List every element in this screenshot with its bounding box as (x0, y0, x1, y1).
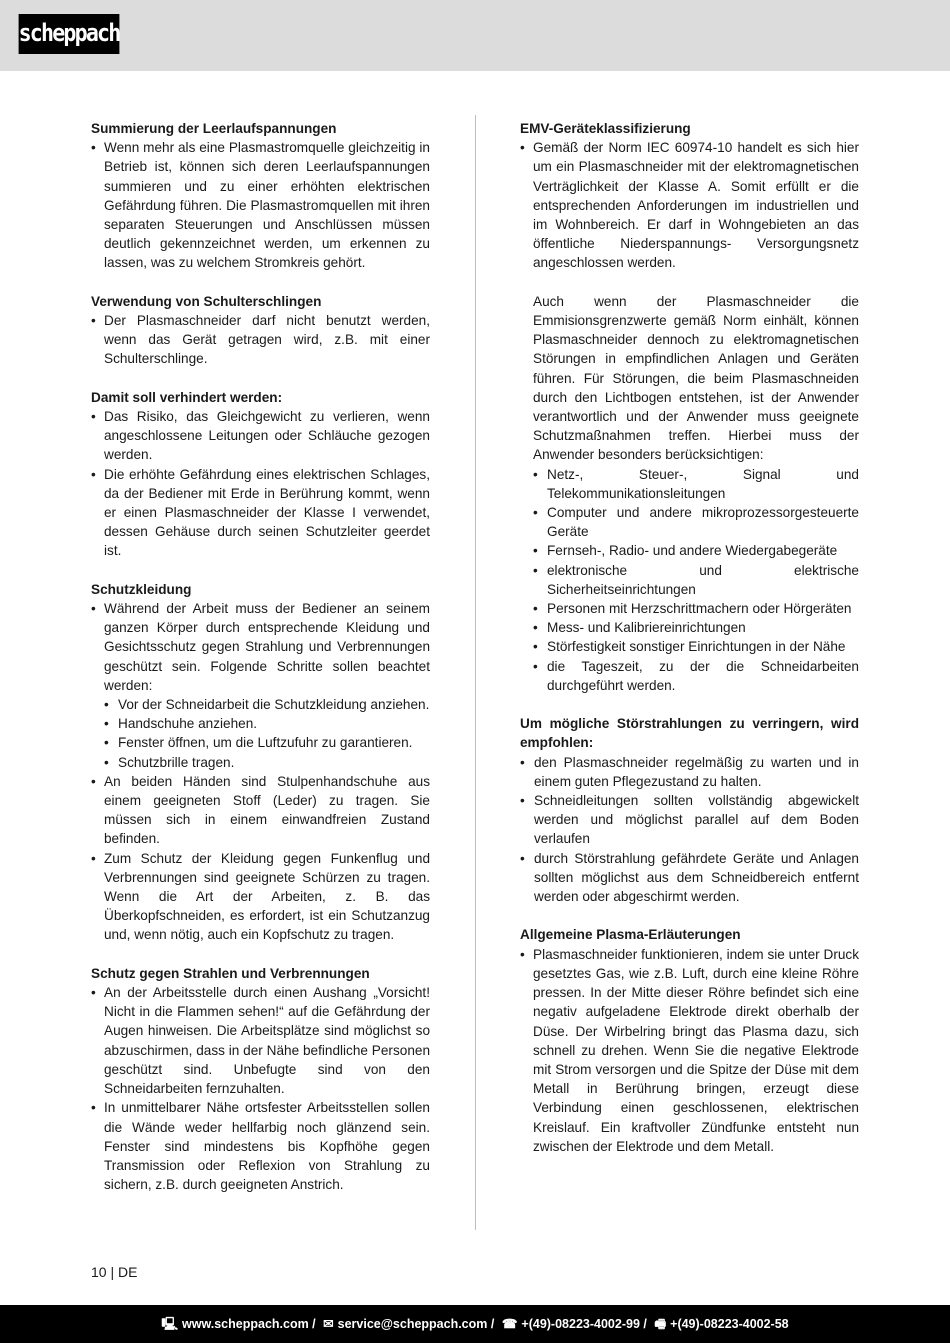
bullet-list (91, 983, 430, 1194)
sub-list-item: • Schneidleitungen sollten vollständig abgewickelt werden und möglichst parallel auf dem Boden verlaufen (520, 791, 859, 849)
list-item (91, 465, 430, 561)
bullet-list (520, 138, 859, 695)
list-item-text: An beiden Händen sind Stulpenhandschuhe aus einem geeigneten Stoff (Leder) zu tragen. Sie müssen sich in einem einwandfreien Zustand befinden. (104, 773, 430, 847)
right-column (520, 119, 859, 1175)
list-item-text: Die erhöhte Gefährdung eines elektrischen Schlages, da der Bediener mit Erde in Berührung kommt, wenn er einen Plasmaschneider der Klasse I verwendet, dessen Gehäuse durch seinen Schutzleiter geerdet ist. (104, 466, 430, 559)
footer-email: service@scheppach.com / (337, 1317, 495, 1331)
left-column (91, 119, 430, 1214)
fax-icon: 🖷 (654, 1317, 667, 1331)
list-item-text: An der Arbeitsstelle durch einen Aushang „Vorsicht! Nicht in die Flammen sehen!“ auf die Gefährdung der Augen hinweisen. Die Arbeitsplätze sind möglichst so abzuschirmen, dass in der Nähe befindliche Personen geschützt sind. Unbefugte sind von den Schneidarbeiten fernzuhalten. (104, 985, 430, 1097)
list-item-text: Gemäß der Norm IEC 60974-10 handelt es sich hier um ein Plasmaschneider mit der elektromagnetischen Verträglichkeit der Klasse A. Somit erfüllt er die entsprechenden Anforderungen im industriellen und im Wohnbereich. Er darf in Wohngebieten an das öffentliche Niederspannungs- Versorgungsnetz angeschlossen werden. (533, 140, 859, 271)
list-item (520, 138, 859, 695)
list-item-text: Das Risiko, das Gleichgewicht zu verlieren, wenn angeschlossene Leitungen oder Schläuche gezogen werden. (104, 409, 430, 463)
list-item-text: Wenn mehr als eine Plasmastromquelle gleichzeitig in Betrieb ist, können sich deren Leerlaufspannungen summieren und zu einer erhöhten elektrischen Gefährdung führen. Die Plasmastromquellen mit ihren separaten Steuerungen und Anschlüssen müssen deutlich gekennzeichnet werden, um erkennen zu lassen, was zu welchem Stromkreis gehört. (104, 140, 430, 271)
list-item (91, 138, 430, 272)
footer-phone: +(49)-08223-4002-99 / (521, 1317, 647, 1331)
sub-list-item: • Vor der Schneidarbeit die Schutzkleidung anziehen. (104, 695, 430, 714)
section-heading: Allgemeine Plasma-Erläuterungen (520, 927, 741, 943)
section-heading: EMV-Geräteklassifizierung (520, 121, 691, 136)
section (91, 119, 430, 273)
sub-list-item: • Handschuhe anziehen. (104, 714, 430, 733)
list-item (520, 945, 859, 1156)
sub-list-item: • Mess- und Kalibriereinrichtungen (533, 618, 859, 637)
section (91, 964, 430, 1194)
bullet-list (91, 599, 430, 945)
list-item (91, 1098, 430, 1194)
sub-list-item: • Fenster öffnen, um die Luftzufuhr zu garantieren. (104, 733, 430, 752)
list-item (91, 599, 430, 772)
list-item-text: Während der Arbeit muss der Bediener an seinem ganzen Körper durch entsprechende Kleidung und Gesichtsschutz gegen Strahlung und Verbrennungen geschützt sein. Folgende Schritte sollen beachtet werden: (104, 601, 430, 693)
footer-fax: +(49)-08223-4002-58 (670, 1317, 789, 1331)
bullet-list (91, 407, 430, 561)
scheppach-logo: scheppach (19, 14, 120, 54)
list-item (91, 983, 430, 1098)
list-item-text: In unmittelbarer Nähe ortsfester Arbeitsstellen sollen die Wände weder hellfarbig noch glänzend sein. Fenster sind mindestens bis Kopfhöhe gegen Transmission oder Reflexion von Strahlung zu sichern, z.B. durch geeigneten Anstrich. (104, 1100, 430, 1193)
bullet-list (91, 138, 430, 272)
sub-list-item: • Fernseh-, Radio- und andere Wiedergabegeräte (533, 541, 859, 560)
list-item-text: Der Plasmaschneider darf nicht benutzt werden, wenn das Gerät getragen wird, z.B. mit einer Schulterschlinge. (104, 313, 430, 367)
section-heading: Schutz gegen Strahlen und Verbrennungen (91, 965, 370, 981)
section (520, 119, 859, 695)
section (91, 292, 430, 369)
list-item-text: Zum Schutz der Kleidung gegen Funkenflug und Verbrennungen sind geeignete Schürzen zu tragen. Wenn die Art der Arbeiten, z. B. das Überkopfschneiden, es erfordert, ist ein Schutzanzug und, wenn nötig, auch ein Kopfschutz zu tragen. (104, 850, 430, 943)
sub-list-item: • den Plasmaschneider regelmäßig zu warten und in einem guten Pflegezustand zu halten. (520, 753, 859, 791)
section-heading: Um mögliche Störstrahlungen zu verringern, wird empfohlen: (520, 716, 859, 751)
sub-list-item: • elektronische und elektrische Sicherheitseinrichtungen (533, 561, 859, 599)
list-item-text: Plasmaschneider funktionieren, indem sie unter Druck gesetztes Gas, wie z.B. Luft, durch eine kleine Röhre pressen. In der Mitte dieser Röhre befindet sich eine negativ aufgeladene Elektrode direkt oberhalb der Düse. Der Wirbelring bringt das Plasma dazu, sich schnell zu drehen. Wenn Sie die negative Elektrode mit Strom versorgen und die Spitze der Düse mit dem Metall in Berührung bringen, erzeugt diese Verbindung einen geschlossenen, elektrischen Kreislauf. Ein kraftvoller Zündfunke entsteht nun zwischen der Elektrode und dem Metall. (533, 946, 859, 1154)
sub-list-item: • die Tageszeit, zu der die Schneidarbeiten durchgeführt werden. (533, 657, 859, 695)
section (91, 580, 430, 945)
page-number: 10 | DE (91, 1264, 138, 1280)
phone-icon: ☎ (501, 1317, 518, 1331)
sub-list-item: • Netz-, Steuer-, Signal und Telekommunikationsleitungen (533, 465, 859, 503)
list-item (91, 311, 430, 369)
bullet-list (520, 945, 859, 1156)
sub-list-item: • Schutzbrille tragen. (104, 753, 430, 772)
footer-web: www.scheppach.com / (182, 1317, 316, 1331)
section (91, 388, 430, 561)
bullet-list (91, 311, 430, 369)
sub-list-item: • durch Störstrahlung gefährdete Geräte und Anlagen sollten möglichst aus dem Schneidbereich entfernt werden oder abgeschirmt werden. (520, 849, 859, 907)
section-heading: Summierung der Leerlaufspannungen (91, 121, 337, 136)
sub-list-item: • Störfestigkeit sonstiger Einrichtungen in der Nähe (533, 637, 859, 656)
sub-list-item: • Computer und andere mikroprozessorgesteuerte Geräte (533, 503, 859, 541)
mail-icon: ✉ (323, 1317, 334, 1331)
column-divider (475, 115, 476, 1230)
section-heading: Schutzkleidung (91, 581, 192, 597)
sub-list (520, 753, 859, 907)
list-item (91, 849, 430, 945)
computer-icon: 🖳 (161, 1317, 179, 1331)
section (520, 714, 859, 906)
list-item (91, 407, 430, 465)
list-item (91, 772, 430, 849)
sub-list (104, 695, 430, 772)
header-bar (0, 0, 950, 71)
sub-list (533, 465, 859, 695)
section-heading: Verwendung von Schulterschlingen (91, 293, 322, 309)
section-heading: Damit soll verhindert werden: (91, 389, 283, 405)
paragraph: Auch wenn der Plasmaschneider die Emmisionsgrenzwerte gemäß Norm einhält, können Plasmaschneider dennoch zu elektromagnetischen Störungen in empfindlichen Anlagen und Geräten führen. Für Störungen, die beim Plasmaschneiden durch den Lichtbogen entstehen, ist der Anwender verantwortlich und der Anwender muss geeignete Schutzmaßnahmen treffen. Hierbei muss der Anwender besonders berücksichtigen: (533, 293, 859, 463)
footer-bar (0, 1305, 950, 1343)
section (520, 925, 859, 1155)
sub-list-item: • Personen mit Herzschrittmachern oder Hörgeräten (533, 599, 859, 618)
